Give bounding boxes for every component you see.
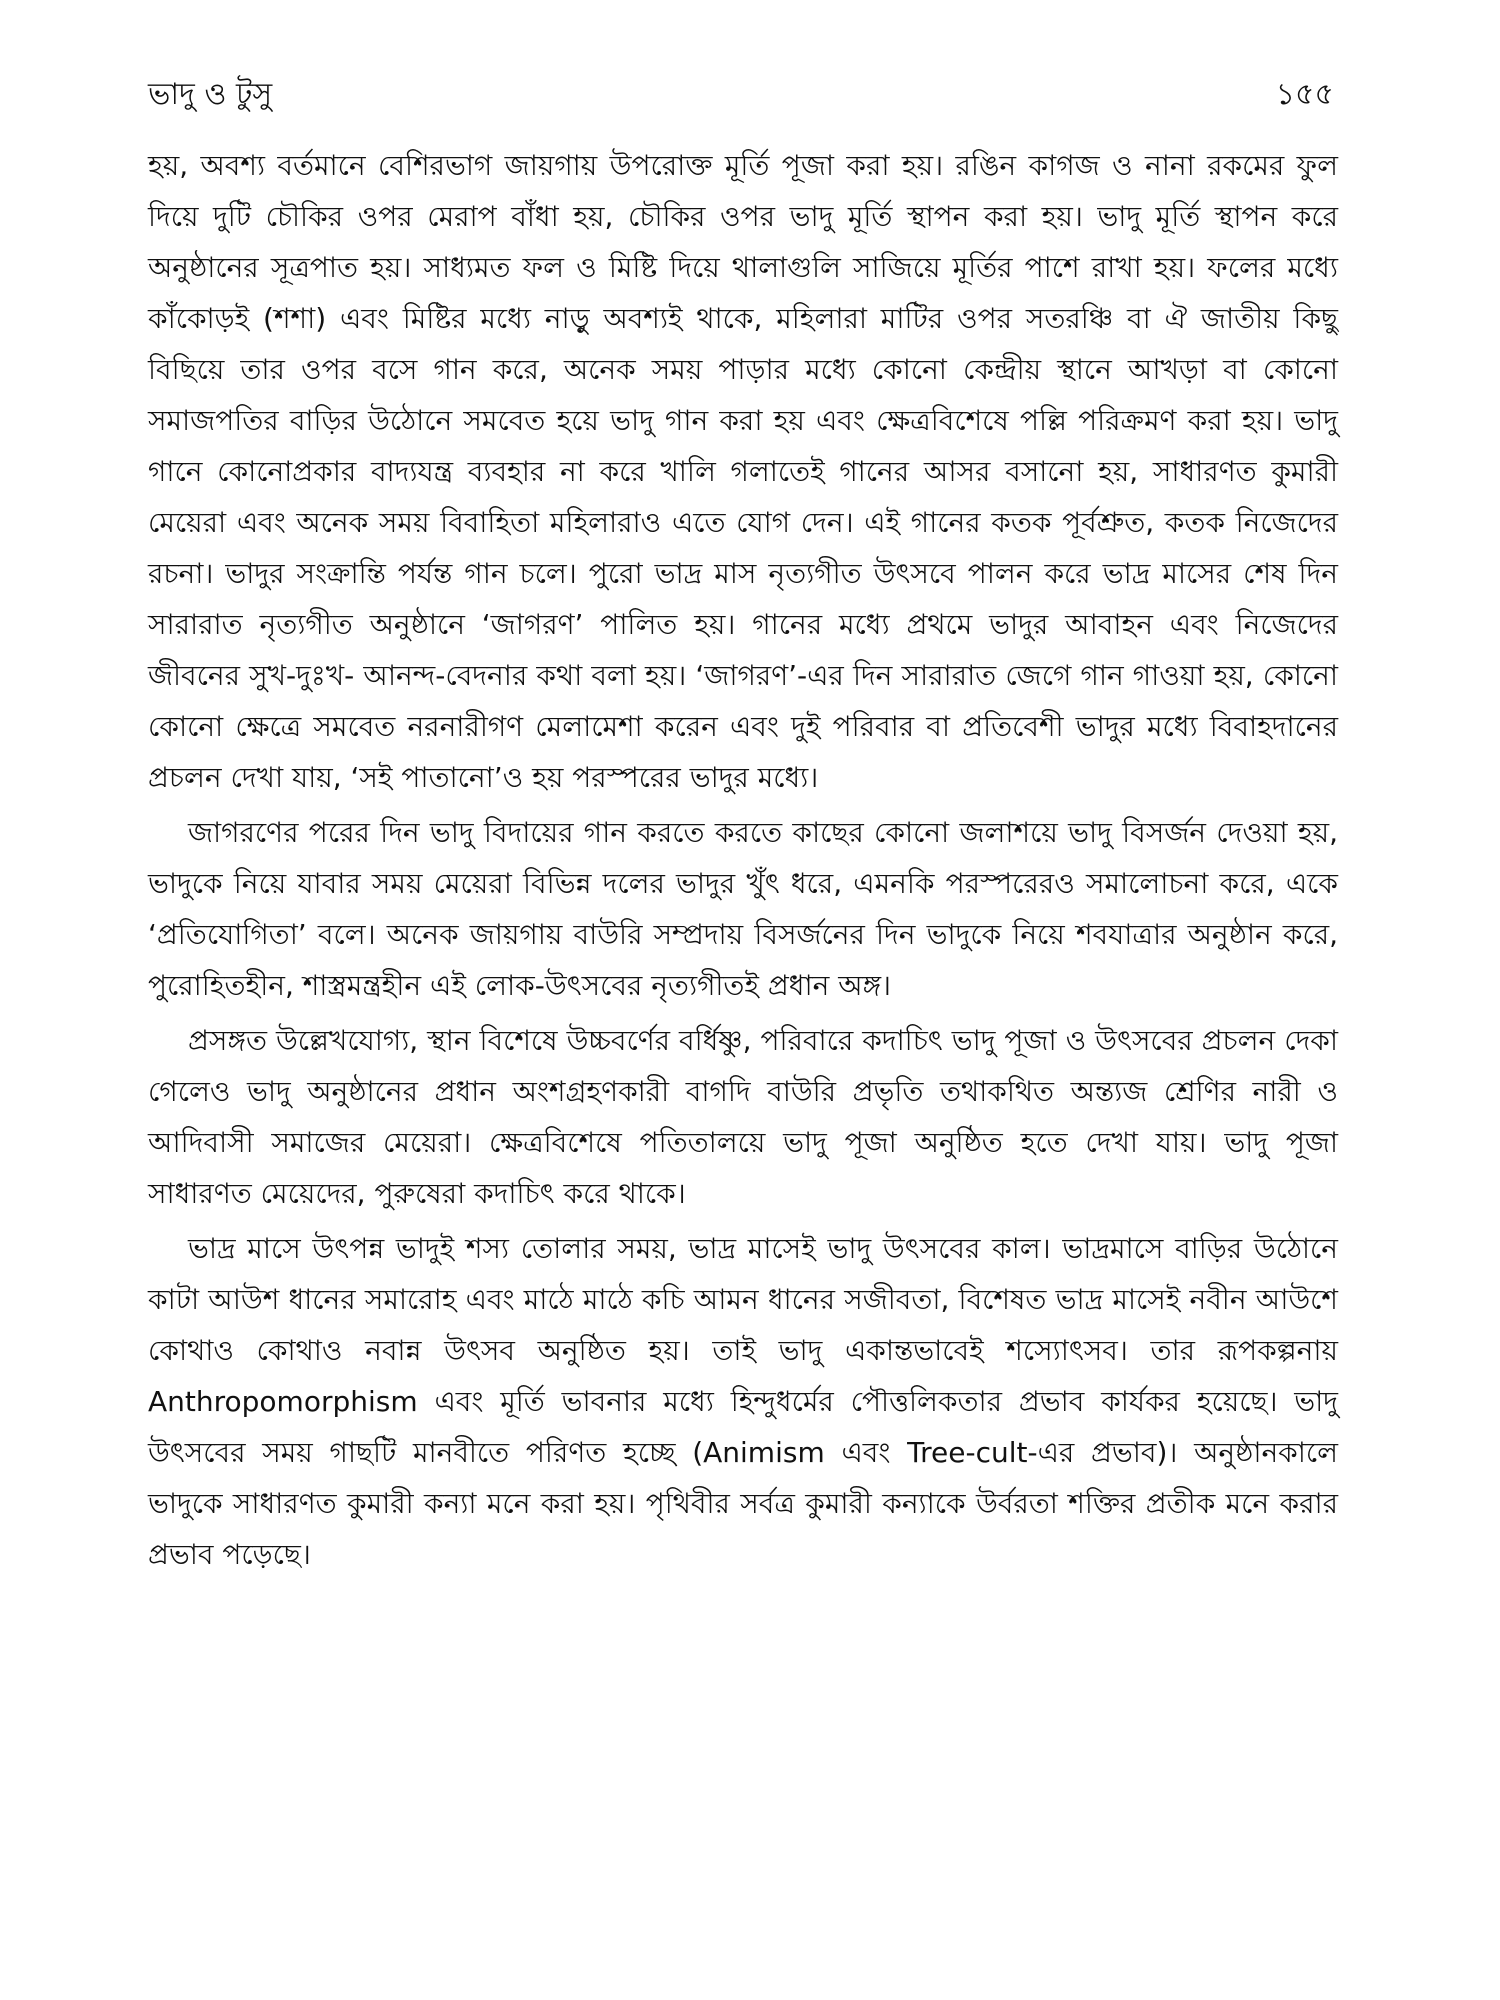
body-text xyxy=(148,140,1338,1580)
paragraph-harvest-festival: ভাদ্র মাসে উৎপন্ন ভাদুই শস্য তোলার সময়, ভাদ্র মাসেই ভাদু উৎসবের কাল। ভাদ্রমাসে বাড়ির উঠোনে কাটা আউশ ধানের সমারোহ এবং মাঠে মাঠে কচি আমন ধানের সজীবতা, বিশেষত ভাদ্র মাসেই নবীন আউশে কোথাও কোথাও নবান্ন উৎসব অনুষ্ঠিত হয়। তাই ভাদু একান্তভাবেই শস্যোৎসব। তার রূপকল্পনায় Anthropomorphism এবং মূর্তি ভাবনার মধ্যে হিন্দুধর্মের পৌত্তলিকতার প্রভাব কার্যকর হয়েছে। ভাদু উৎসবের সময় গাছটি মানবীতে পরিণত হচ্ছে (Animism এবং Tree-cult-এর প্রভাব)। অনুষ্ঠানকালে ভাদুকে সাধারণত কুমারী কন্যা মনে করা হয়। পৃথিবীর সর্বত্র কুমারী কন্যাকে উর্বরতা শক্তির প্রতীক মনে করার প্রভাব পড়েছে। xyxy=(148,1232,1338,1571)
running-header xyxy=(148,70,1334,120)
paragraph-participants: প্রসঙ্গত উল্লেখযোগ্য, স্থান বিশেষে উচ্চবর্ণের বর্ধিষ্ণু, পরিবারে কদাচিৎ ভাদু পূজা ও উৎসবের প্রচলন দেকা গেলেও ভাদু অনুষ্ঠানের প্রধান অংশগ্রহণকারী বাগদি বাউরি প্রভৃতি তথাকথিত অন্ত্যজ শ্রেণির নারী ও আদিবাসী সমাজের মেয়েরা। ক্ষেত্রবিশেষে পতিতালয়ে ভাদু পূজা অনুষ্ঠিত হতে দেখা যায়। ভাদু পূজা সাধারণত মেয়েদের, পুরুষেরা কদাচিৎ করে থাকে। xyxy=(148,1024,1338,1210)
page-number: ১৫৫ xyxy=(1275,77,1334,112)
paragraph-immersion: জাগরণের পরের দিন ভাদু বিদায়ের গান করতে করতে কাছের কোনো জলাশয়ে ভাদু বিসর্জন দেওয়া হয়, ভাদুকে নিয়ে যাবার সময় মেয়েরা বিভিন্ন দলের ভাদুর খুঁৎ ধরে, এমনকি পরস্পরেরও সমালোচনা করে, একে ‘প্রতিযোগিতা’ বলে। অনেক জায়গায় বাউরি সম্প্রদায় বিসর্জনের দিন ভাদুকে নিয়ে শবযাত্রার অনুষ্ঠান করে, পুরোহিতহীন, শাস্ত্রমন্ত্রহীন এই লোক-উৎসবের নৃত্যগীতই প্রধান অঙ্গ। xyxy=(148,816,1338,1002)
chapter-title: ভাদু ও টুসু xyxy=(148,77,273,112)
paragraph-continuation: হয়, অবশ্য বর্তমানে বেশিরভাগ জায়গায় উপরোক্ত মূর্তি পূজা করা হয়। রঙিন কাগজ ও নানা রকমের ফুল দিয়ে দুটি চৌকির ওপর মেরাপ বাঁধা হয়, চৌকির ওপর ভাদু মূর্তি স্থাপন করা হয়। ভাদু মূর্তি স্থাপন করে অনুষ্ঠানের সূত্রপাত হয়। সাধ্যমত ফল ও মিষ্টি দিয়ে থালাগুলি সাজিয়ে মূর্তির পাশে রাখা হয়। ফলের মধ্যে কাঁকোড়ই (শশা) এবং মিষ্টির মধ্যে নাড়ু অবশ্যই থাকে, মহিলারা মাটির ওপর সতরঞ্চি বা ঐ জাতীয় কিছু বিছিয়ে তার ওপর বসে গান করে, অনেক সময় পাড়ার মধ্যে কোনো কেন্দ্রীয় স্থানে আখড়া বা কোনো সমাজপতির বাড়ির উঠোনে সমবেত হয়ে ভাদু গান করা হয় এবং ক্ষেত্রবিশেষে পল্লি পরিক্রমণ করা হয়। ভাদু গানে কোনোপ্রকার বাদ্যযন্ত্র ব্যবহার না করে খালি গলাতেই গানের আসর বসানো হয়, সাধারণত কুমারী মেয়েরা এবং অনেক সময় বিবাহিতা মহিলারাও এতে যোগ দেন। এই গানের কতক পূর্বশ্রুত, কতক নিজেদের রচনা। ভাদুর সংক্রান্তি পর্যন্ত গান চলে। পুরো ভাদ্র মাস নৃত্যগীত উৎসবে পালন করে ভাদ্র মাসের শেষ দিন সারারাত নৃত্যগীত অনুষ্ঠানে ‘জাগরণ’ পালিত হয়। গানের মধ্যে প্রথমে ভাদুর আবাহন এবং নিজেদের জীবনের সুখ-দুঃখ- আনন্দ-বেদনার কথা বলা হয়। ‘জাগরণ’-এর দিন সারারাত জেগে গান গাওয়া হয়, কোনো কোনো ক্ষেত্রে সমবেত নরনারীগণ মেলামেশা করেন এবং দুই পরিবার বা প্রতিবেশী ভাদুর মধ্যে বিবাহদানের প্রচলন দেখা যায়, ‘সই পাতানো’ও হয় পরস্পরের ভাদুর মধ্যে। xyxy=(148,149,1338,794)
